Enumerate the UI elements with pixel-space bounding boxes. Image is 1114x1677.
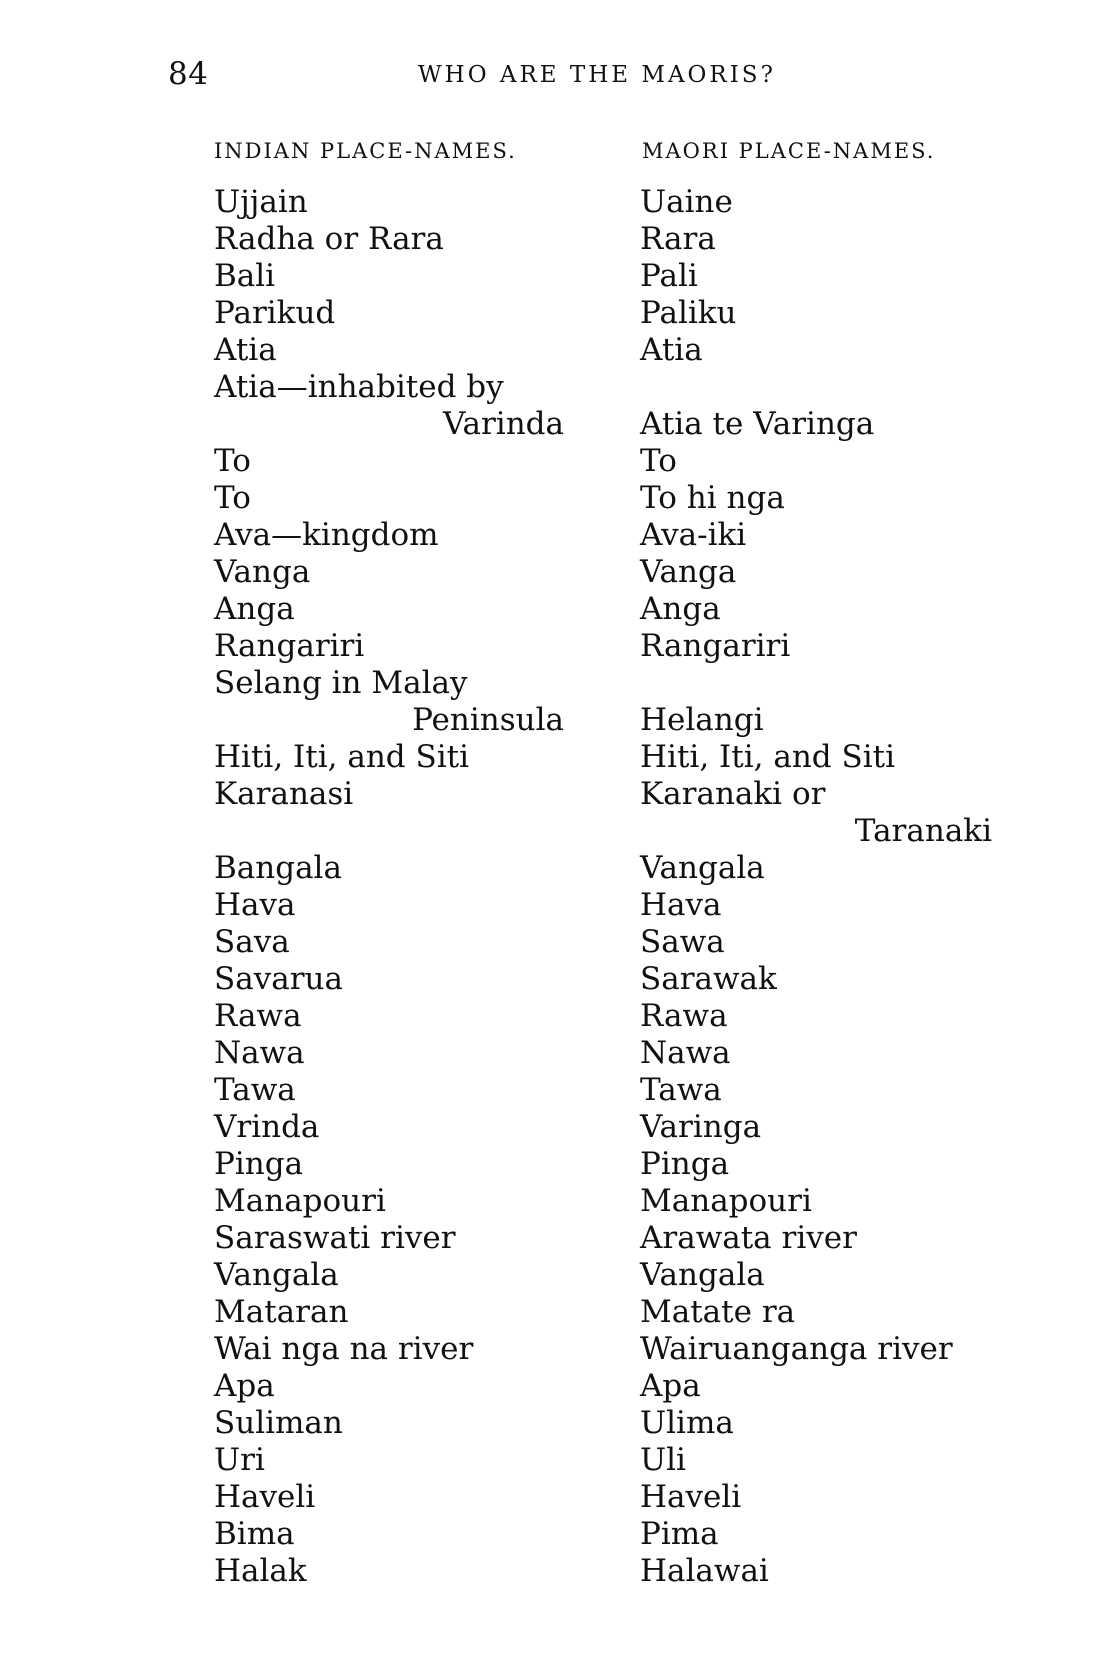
list-item: Selang in Malay xyxy=(214,665,468,701)
list-item: Suliman xyxy=(214,1405,343,1441)
list-item: Matate ra xyxy=(640,1294,796,1330)
list-item: Varinga xyxy=(640,1109,762,1145)
list-item: Ava-iki xyxy=(640,517,747,553)
list-item: Ava—kingdom xyxy=(214,517,439,553)
list-item: Atia—inhabited by xyxy=(214,369,504,405)
list-item: Arawata river xyxy=(640,1220,857,1256)
list-item: Ulima xyxy=(640,1405,734,1441)
list-item: Vrinda xyxy=(214,1109,320,1145)
list-item: Karanaki or xyxy=(640,776,826,812)
list-item: Halak xyxy=(214,1553,307,1589)
maori-column-header: MAORI PLACE-NAMES. xyxy=(642,139,936,163)
list-item: Wai nga na river xyxy=(214,1331,474,1367)
blank-line xyxy=(640,665,992,702)
list-item: Anga xyxy=(214,591,295,627)
list-item-continuation: Peninsula xyxy=(412,702,564,738)
list-item: Vanga xyxy=(640,554,737,590)
list-item: Manapouri xyxy=(640,1183,812,1219)
list-item: Parikud xyxy=(214,295,336,331)
list-item: Sava xyxy=(214,924,290,960)
list-item: Helangi xyxy=(640,702,764,738)
list-item-continuation: Taranaki xyxy=(854,813,992,849)
list-item: Atia xyxy=(214,332,277,368)
list-item: Atia te Varinga xyxy=(640,406,875,442)
list-item: To xyxy=(214,480,251,516)
list-item: Nawa xyxy=(640,1035,731,1071)
list-item: Rangariri xyxy=(214,628,365,664)
list-item: Saraswati river xyxy=(214,1220,456,1256)
blank-line xyxy=(214,813,564,850)
list-item: Hiti, Iti, and Siti xyxy=(640,739,896,775)
list-item: Bali xyxy=(214,258,276,294)
list-item: Mataran xyxy=(214,1294,349,1330)
list-item: Haveli xyxy=(640,1479,742,1515)
list-item: Manapouri xyxy=(214,1183,386,1219)
indian-place-names-list xyxy=(214,184,564,1590)
list-item: Pinga xyxy=(214,1146,304,1182)
list-item: Pima xyxy=(640,1516,719,1552)
list-item: Rawa xyxy=(214,998,302,1034)
list-item: Wairuanganga river xyxy=(640,1331,953,1367)
list-item: Haveli xyxy=(214,1479,316,1515)
list-item: Tawa xyxy=(214,1072,296,1108)
list-item: Sarawak xyxy=(640,961,777,997)
list-item: Pinga xyxy=(640,1146,730,1182)
list-item: Bangala xyxy=(214,850,342,886)
running-head: WHO ARE THE MAORIS? xyxy=(418,62,776,88)
list-item: Vangala xyxy=(640,1257,765,1293)
list-item: Nawa xyxy=(214,1035,305,1071)
list-item: Apa xyxy=(640,1368,701,1404)
list-item: Apa xyxy=(214,1368,275,1404)
list-item: Vanga xyxy=(214,554,311,590)
list-item: Uli xyxy=(640,1442,686,1478)
list-item: Atia xyxy=(640,332,703,368)
blank-line xyxy=(640,369,992,406)
list-item: Anga xyxy=(640,591,721,627)
list-item: Pali xyxy=(640,258,698,294)
indian-column-header: INDIAN PLACE-NAMES. xyxy=(214,139,517,163)
list-item: Rangariri xyxy=(640,628,791,664)
list-item: Vangala xyxy=(640,850,765,886)
list-item: Halawai xyxy=(640,1553,769,1589)
maori-place-names-list xyxy=(640,184,992,1590)
list-item-continuation: Varinda xyxy=(442,406,564,442)
list-item: Savarua xyxy=(214,961,343,997)
list-item: Sawa xyxy=(640,924,725,960)
list-item: To xyxy=(640,443,677,479)
list-item: Hava xyxy=(214,887,296,923)
list-item: To hi nga xyxy=(640,480,785,516)
list-item: To xyxy=(214,443,251,479)
list-item: Karanasi xyxy=(214,776,354,812)
list-item: Hiti, Iti, and Siti xyxy=(214,739,470,775)
page-number: 84 xyxy=(168,56,209,92)
list-item: Uri xyxy=(214,1442,265,1478)
list-item: Uaine xyxy=(640,184,733,220)
list-item: Bima xyxy=(214,1516,295,1552)
list-item: Vangala xyxy=(214,1257,339,1293)
list-item: Rara xyxy=(640,221,716,257)
list-item: Ujjain xyxy=(214,184,308,220)
list-item: Hava xyxy=(640,887,722,923)
list-item: Rawa xyxy=(640,998,728,1034)
list-item: Radha or Rara xyxy=(214,221,444,257)
list-item: Paliku xyxy=(640,295,737,331)
list-item: Tawa xyxy=(640,1072,722,1108)
